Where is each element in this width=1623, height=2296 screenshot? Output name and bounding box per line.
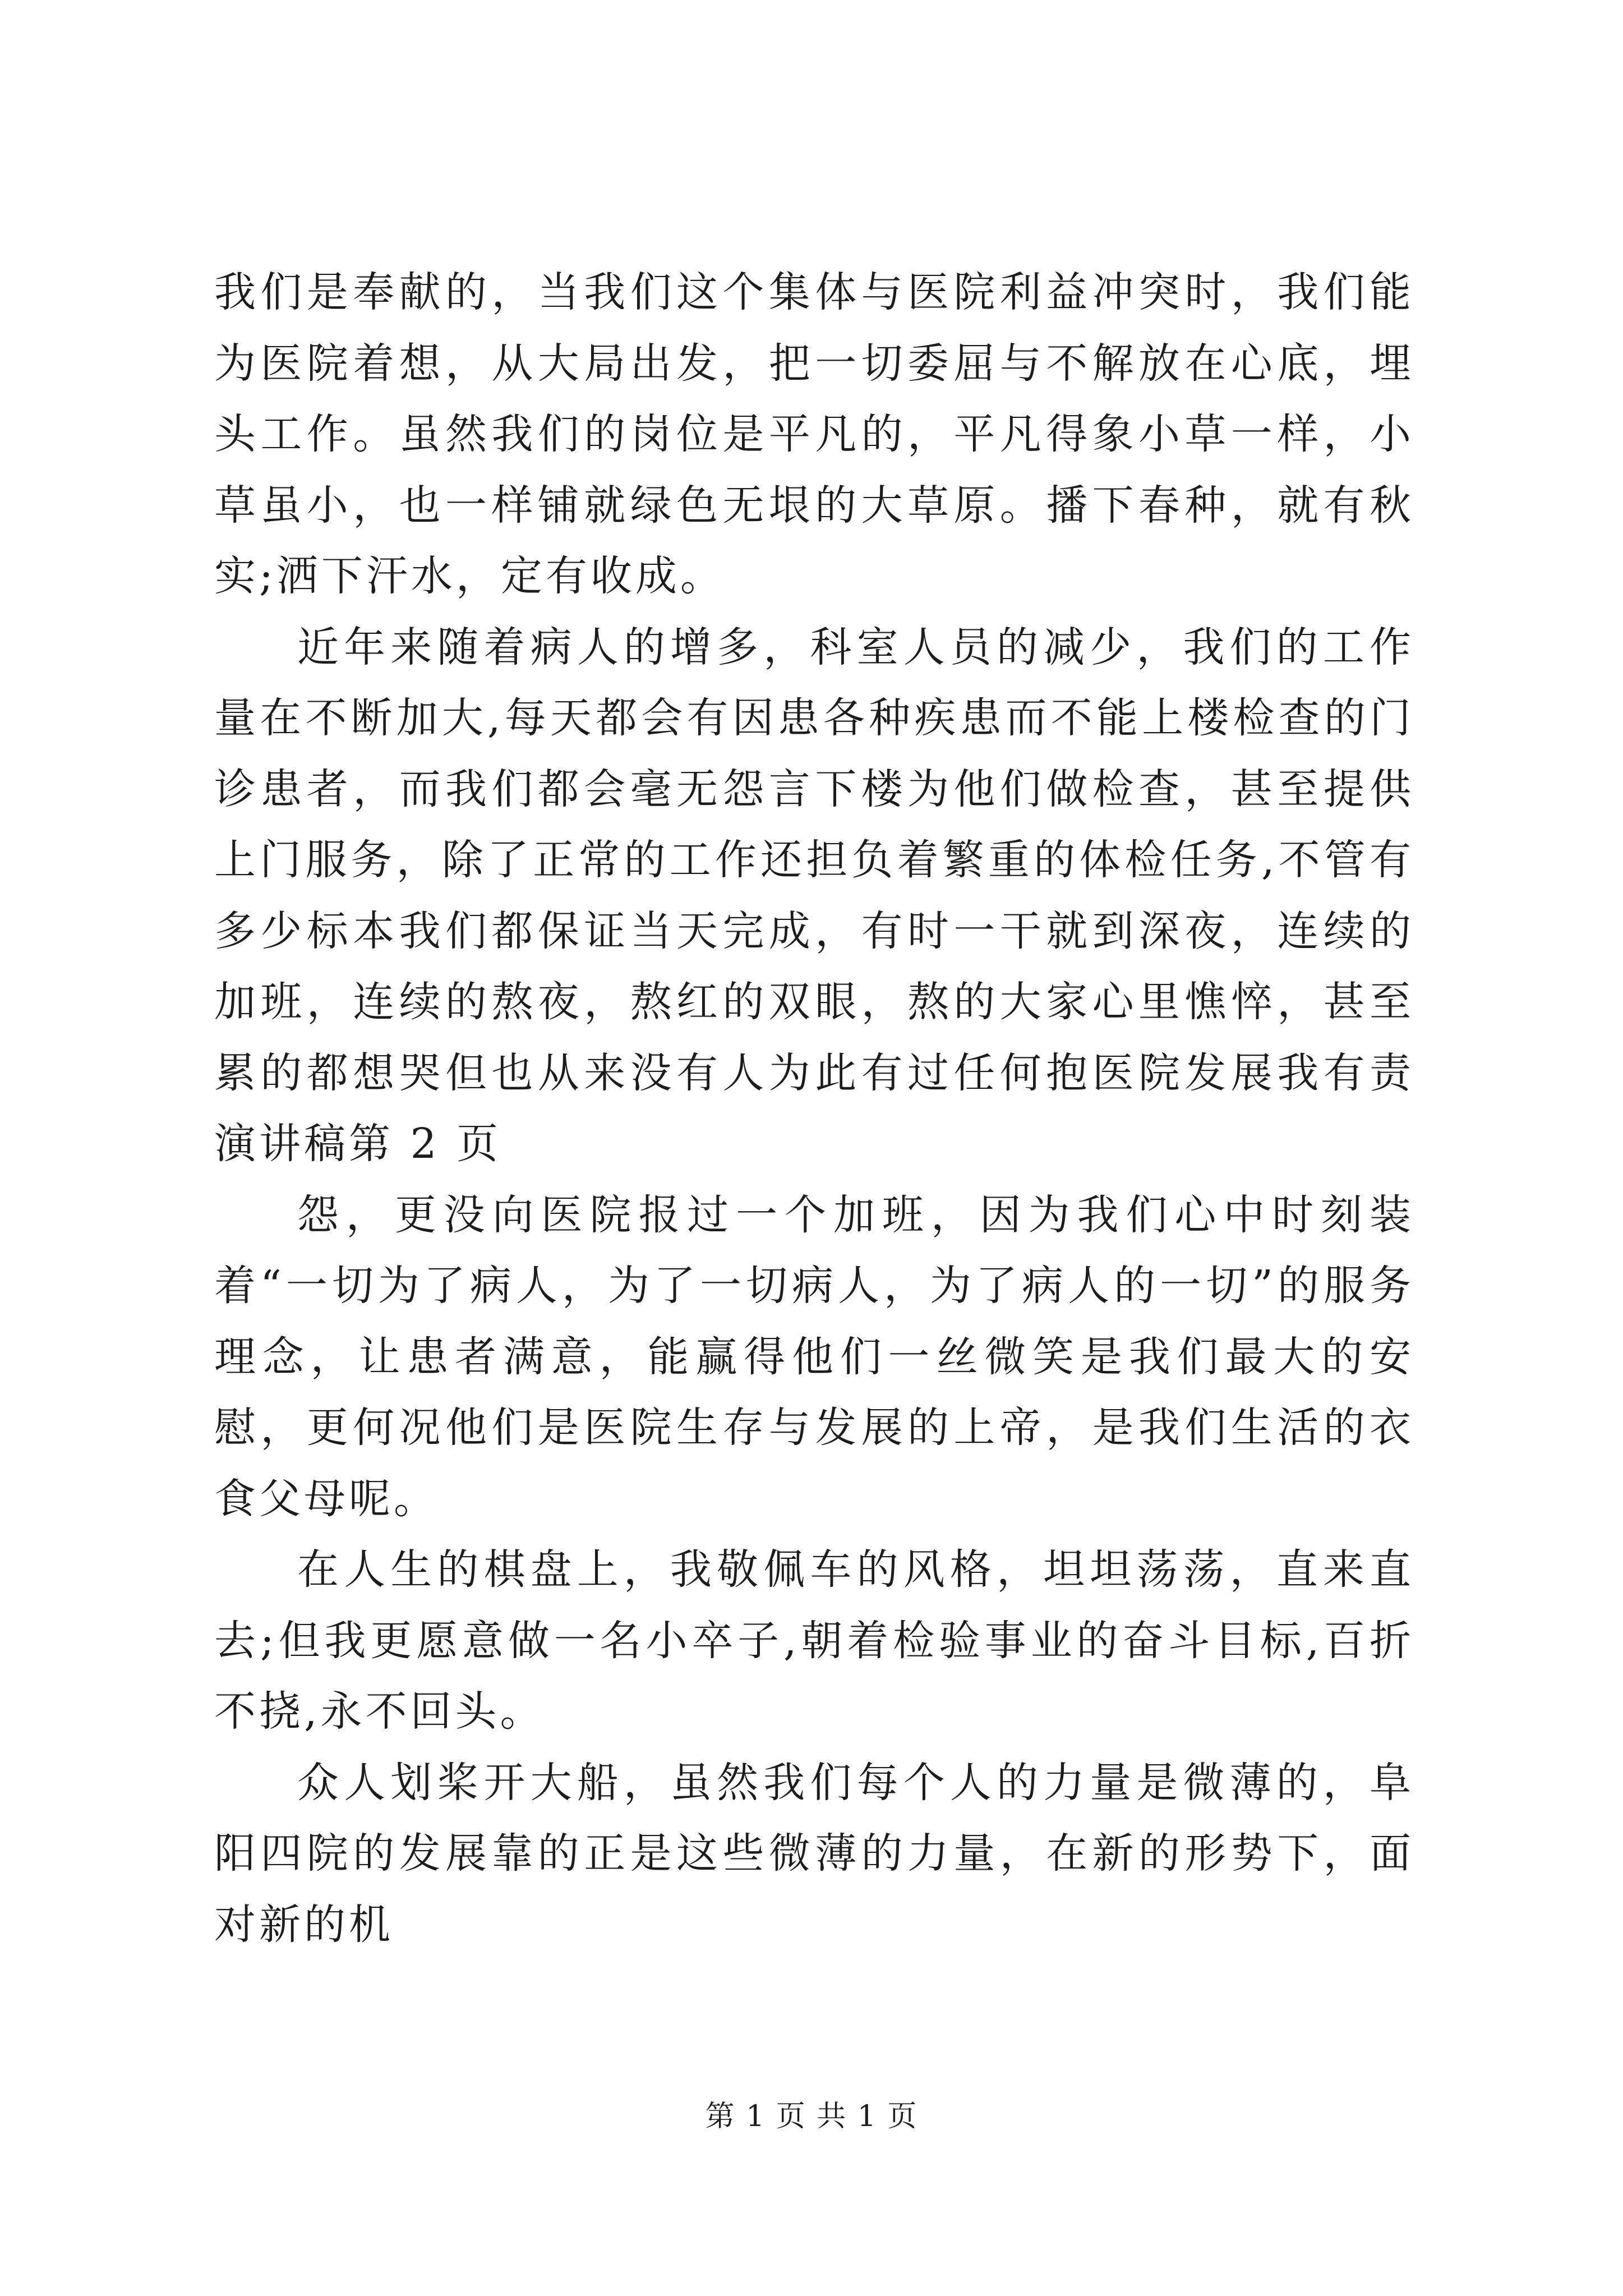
paragraph-4: 在人生的棋盘上，我敬佩车的风格，坦坦荡荡，直来直去;但我更愿意做一名小卒子,朝着检验事业的奋斗目标,百折不挠,永不回头。 xyxy=(214,1545,1414,1736)
page-footer: 第 1 页 共 1 页 xyxy=(705,2100,918,2133)
document-body xyxy=(214,257,1414,1960)
paragraph-2: 近年来随着病人的增多，科室人员的减少，我们的工作量在不断加大,每天都会有因患各种疾患而不能上楼检查的门诊患者，而我们都会毫无怨言下楼为他们做检查，甚至提供上门服务，除了正常的工作还担负着繁重的体检任务,不管有多少标本我们都保证当天完成，有时一干就到深夜，连续的加班，连续的熬夜，熬红的双眼，熬的大家心里憔悴，甚至累的都想哭但也从来没有人为此有过任何抱医院发展我有责演讲稿第 2 页 xyxy=(214,623,1414,1168)
paragraph-3: 怨，更没向医院报过一个加班，因为我们心中时刻装着“一切为了病人，为了一切病人，为了病人的一切”的服务理念，让患者满意，能赢得他们一丝微笑是我们最大的安慰，更何况他们是医院生存与发展的上帝，是我们生活的衣食父母呢。 xyxy=(214,1190,1414,1523)
paragraph-5: 众人划桨开大船，虽然我们每个人的力量是微薄的，阜阳四院的发展靠的正是这些微薄的力量，在新的形势下，面对新的机 xyxy=(214,1758,1414,1949)
paragraph-1: 我们是奉献的，当我们这个集体与医院利益冲突时，我们能为医院着想，从大局出发，把一切委屈与不解放在心底，埋头工作。虽然我们的岗位是平凡的，平凡得象小草一样，小草虽小，也一样铺就绿色无垠的大草原。播下春种，就有秋实;洒下汗水，定有收成。 xyxy=(214,268,1414,600)
